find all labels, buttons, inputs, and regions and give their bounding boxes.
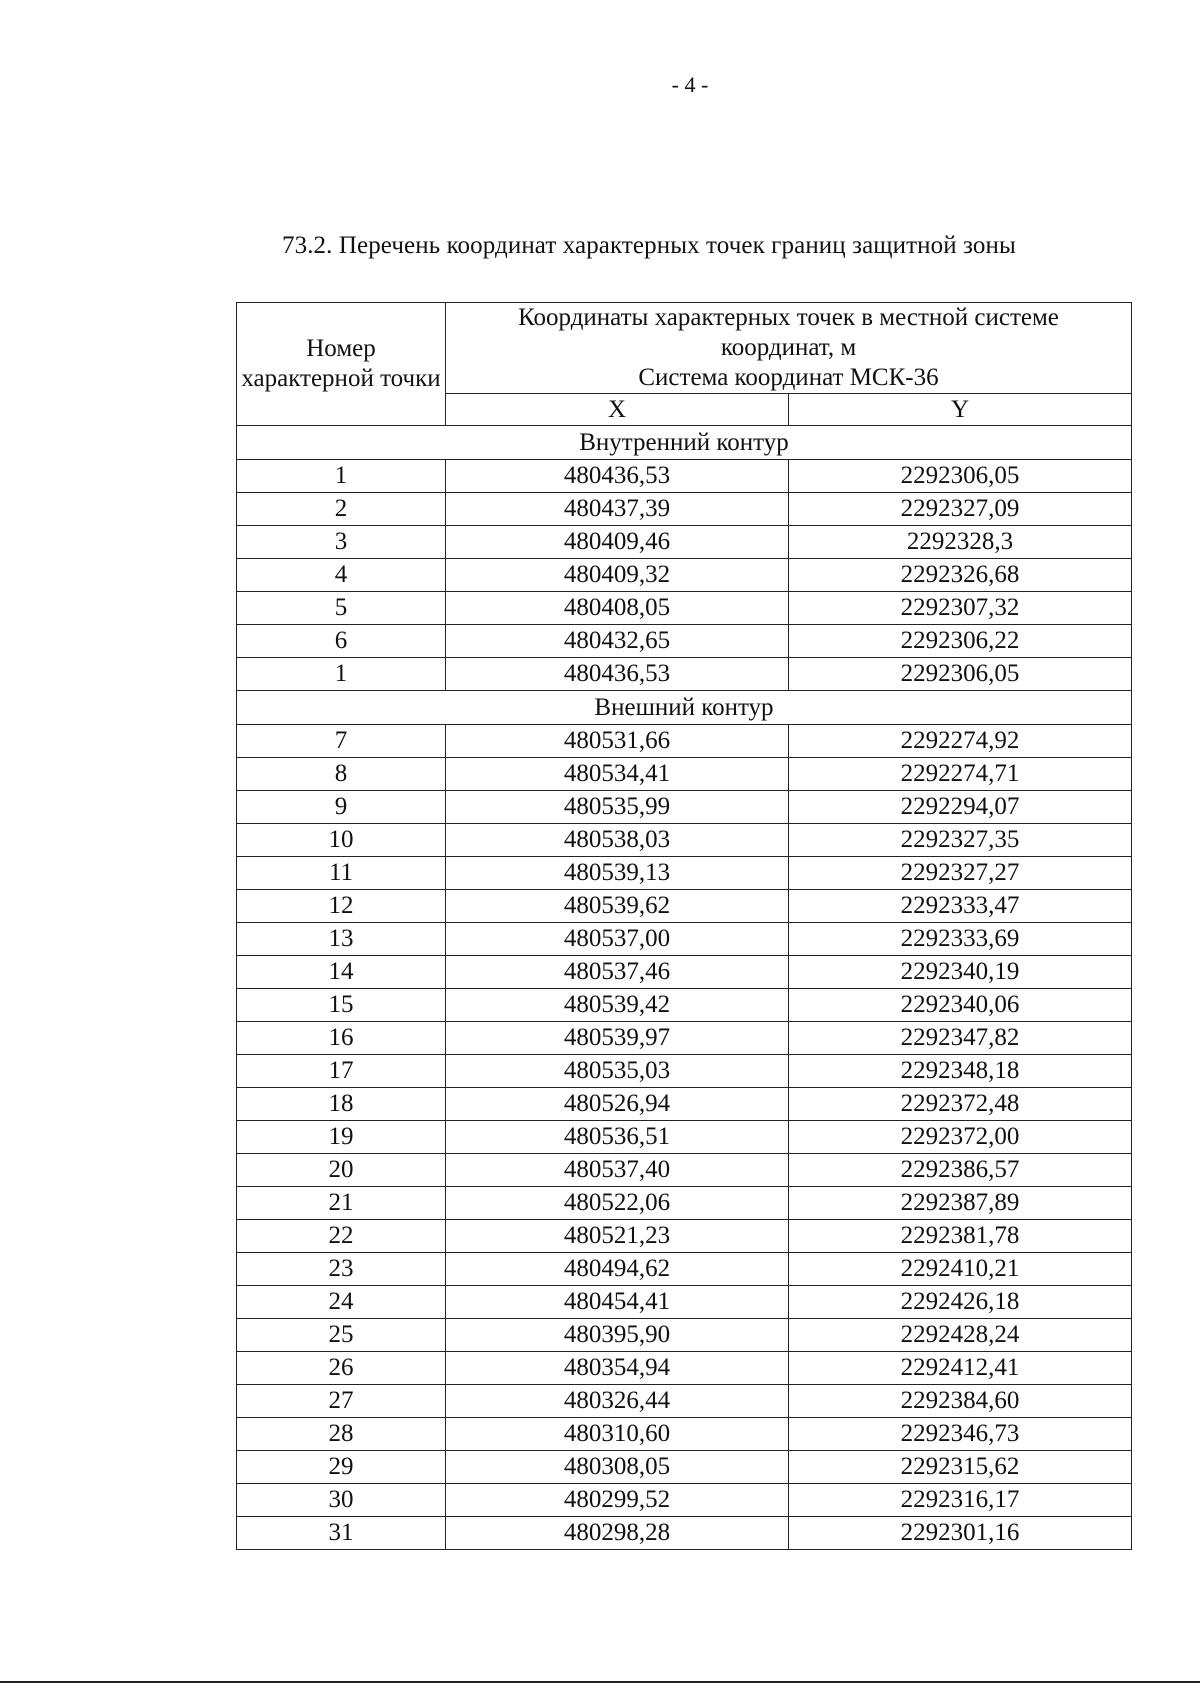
cell-x: 480494,62 xyxy=(446,1253,789,1286)
cell-y: 2292346,73 xyxy=(789,1418,1132,1451)
cell-number: 27 xyxy=(237,1385,446,1418)
cell-x: 480436,53 xyxy=(446,658,789,691)
table-row xyxy=(237,1121,1132,1154)
cell-number: 14 xyxy=(237,956,446,989)
table-row xyxy=(237,1451,1132,1484)
cell-x: 480534,41 xyxy=(446,758,789,791)
cell-y: 2292333,47 xyxy=(789,890,1132,923)
cell-y: 2292384,60 xyxy=(789,1385,1132,1418)
cell-y: 2292306,22 xyxy=(789,625,1132,658)
table-row xyxy=(237,989,1132,1022)
cell-y: 2292327,35 xyxy=(789,824,1132,857)
cell-x: 480408,05 xyxy=(446,592,789,625)
table-body xyxy=(237,426,1132,1550)
section-title-inner: Внутренний контур xyxy=(237,426,1132,460)
cell-number: 31 xyxy=(237,1517,446,1550)
cell-x: 480409,32 xyxy=(446,559,789,592)
cell-x: 480454,41 xyxy=(446,1286,789,1319)
cell-number: 26 xyxy=(237,1352,446,1385)
cell-number: 2 xyxy=(237,493,446,526)
cell-number: 23 xyxy=(237,1253,446,1286)
cell-number: 29 xyxy=(237,1451,446,1484)
cell-y: 2292327,27 xyxy=(789,857,1132,890)
table-row xyxy=(237,1352,1132,1385)
table-row xyxy=(237,1385,1132,1418)
cell-number: 3 xyxy=(237,526,446,559)
cell-y: 2292410,21 xyxy=(789,1253,1132,1286)
table-row xyxy=(237,658,1132,691)
cell-x: 480432,65 xyxy=(446,625,789,658)
cell-x: 480310,60 xyxy=(446,1418,789,1451)
cell-y: 2292327,09 xyxy=(789,493,1132,526)
cell-y: 2292428,24 xyxy=(789,1319,1132,1352)
cell-number: 20 xyxy=(237,1154,446,1187)
section-row-outer xyxy=(237,691,1132,725)
cell-number: 22 xyxy=(237,1220,446,1253)
table-row xyxy=(237,1187,1132,1220)
cell-x: 480539,97 xyxy=(446,1022,789,1055)
cell-y: 2292348,18 xyxy=(789,1055,1132,1088)
cell-number: 16 xyxy=(237,1022,446,1055)
header-x: X xyxy=(446,394,789,426)
cell-x: 480539,62 xyxy=(446,890,789,923)
cell-x: 480535,03 xyxy=(446,1055,789,1088)
cell-x: 480538,03 xyxy=(446,824,789,857)
cell-number: 12 xyxy=(237,890,446,923)
cell-x: 480521,23 xyxy=(446,1220,789,1253)
cell-number: 13 xyxy=(237,923,446,956)
section-title: 73.2. Перечень координат характерных точек границ защитной зоны xyxy=(282,232,1016,259)
cell-y: 2292381,78 xyxy=(789,1220,1132,1253)
cell-y: 2292307,32 xyxy=(789,592,1132,625)
section-row-inner xyxy=(237,426,1132,460)
cell-number: 24 xyxy=(237,1286,446,1319)
cell-y: 2292306,05 xyxy=(789,460,1132,493)
table-row xyxy=(237,725,1132,758)
cell-number: 6 xyxy=(237,625,446,658)
cell-number: 1 xyxy=(237,658,446,691)
cell-y: 2292372,48 xyxy=(789,1088,1132,1121)
cell-x: 480537,40 xyxy=(446,1154,789,1187)
cell-number: 7 xyxy=(237,725,446,758)
cell-y: 2292387,89 xyxy=(789,1187,1132,1220)
cell-x: 480535,99 xyxy=(446,791,789,824)
header-y: Y xyxy=(789,394,1132,426)
cell-number: 18 xyxy=(237,1088,446,1121)
table-row xyxy=(237,1253,1132,1286)
table-row xyxy=(237,625,1132,658)
cell-x: 480437,39 xyxy=(446,493,789,526)
header-coordinates-line2: координат, м xyxy=(720,334,857,361)
cell-y: 2292340,19 xyxy=(789,956,1132,989)
cell-x: 480537,00 xyxy=(446,923,789,956)
table-row xyxy=(237,758,1132,791)
cell-number: 11 xyxy=(237,857,446,890)
header-coordinates xyxy=(446,303,1132,394)
cell-y: 2292412,41 xyxy=(789,1352,1132,1385)
cell-y: 2292386,57 xyxy=(789,1154,1132,1187)
cell-x: 480531,66 xyxy=(446,725,789,758)
cell-number: 8 xyxy=(237,758,446,791)
cell-x: 480539,13 xyxy=(446,857,789,890)
header-coordinates-line1: Координаты характерных точек в местной системе xyxy=(518,304,1059,331)
coordinates-table xyxy=(236,302,1132,1550)
table-row xyxy=(237,1022,1132,1055)
table-row xyxy=(237,890,1132,923)
cell-number: 1 xyxy=(237,460,446,493)
table-row xyxy=(237,1088,1132,1121)
cell-x: 480326,44 xyxy=(446,1385,789,1418)
cell-y: 2292306,05 xyxy=(789,658,1132,691)
table-row xyxy=(237,526,1132,559)
cell-number: 25 xyxy=(237,1319,446,1352)
table-row xyxy=(237,824,1132,857)
cell-x: 480522,06 xyxy=(446,1187,789,1220)
cell-number: 17 xyxy=(237,1055,446,1088)
table-row xyxy=(237,1286,1132,1319)
cell-y: 2292315,62 xyxy=(789,1451,1132,1484)
cell-y: 2292294,07 xyxy=(789,791,1132,824)
cell-y: 2292347,82 xyxy=(789,1022,1132,1055)
cell-y: 2292372,00 xyxy=(789,1121,1132,1154)
cell-x: 480526,94 xyxy=(446,1088,789,1121)
cell-y: 2292274,71 xyxy=(789,758,1132,791)
table-row xyxy=(237,1517,1132,1550)
table-row xyxy=(237,460,1132,493)
header-point-number: Номер характерной точки xyxy=(237,303,446,426)
cell-number: 15 xyxy=(237,989,446,1022)
cell-x: 480354,94 xyxy=(446,1352,789,1385)
cell-x: 480409,46 xyxy=(446,526,789,559)
cell-number: 4 xyxy=(237,559,446,592)
cell-y: 2292316,17 xyxy=(789,1484,1132,1517)
cell-y: 2292301,16 xyxy=(789,1517,1132,1550)
cell-y: 2292340,06 xyxy=(789,989,1132,1022)
cell-number: 28 xyxy=(237,1418,446,1451)
cell-x: 480299,52 xyxy=(446,1484,789,1517)
cell-number: 21 xyxy=(237,1187,446,1220)
cell-number: 10 xyxy=(237,824,446,857)
cell-number: 30 xyxy=(237,1484,446,1517)
page-number: - 4 - xyxy=(671,72,709,97)
table-row xyxy=(237,592,1132,625)
cell-number: 9 xyxy=(237,791,446,824)
table-row xyxy=(237,1484,1132,1517)
cell-x: 480436,53 xyxy=(446,460,789,493)
table-row xyxy=(237,1154,1132,1187)
cell-y: 2292426,18 xyxy=(789,1286,1132,1319)
cell-y: 2292333,69 xyxy=(789,923,1132,956)
cell-x: 480395,90 xyxy=(446,1319,789,1352)
table-row xyxy=(237,1220,1132,1253)
table-row xyxy=(237,1418,1132,1451)
cell-x: 480537,46 xyxy=(446,956,789,989)
table-row xyxy=(237,1319,1132,1352)
table-row xyxy=(237,791,1132,824)
table-row xyxy=(237,956,1132,989)
table-row xyxy=(237,857,1132,890)
table-row xyxy=(237,493,1132,526)
cell-y: 2292328,3 xyxy=(789,526,1132,559)
cell-x: 480308,05 xyxy=(446,1451,789,1484)
section-title-outer: Внешний контур xyxy=(237,691,1132,725)
table-row xyxy=(237,559,1132,592)
cell-x: 480536,51 xyxy=(446,1121,789,1154)
cell-x: 480298,28 xyxy=(446,1517,789,1550)
cell-x: 480539,42 xyxy=(446,989,789,1022)
cell-y: 2292326,68 xyxy=(789,559,1132,592)
cell-number: 19 xyxy=(237,1121,446,1154)
table-row xyxy=(237,923,1132,956)
bottom-rule xyxy=(0,1681,1200,1683)
cell-number: 5 xyxy=(237,592,446,625)
table-row xyxy=(237,1055,1132,1088)
cell-y: 2292274,92 xyxy=(789,725,1132,758)
header-coordinates-line3: Система координат МСК-36 xyxy=(638,364,939,391)
